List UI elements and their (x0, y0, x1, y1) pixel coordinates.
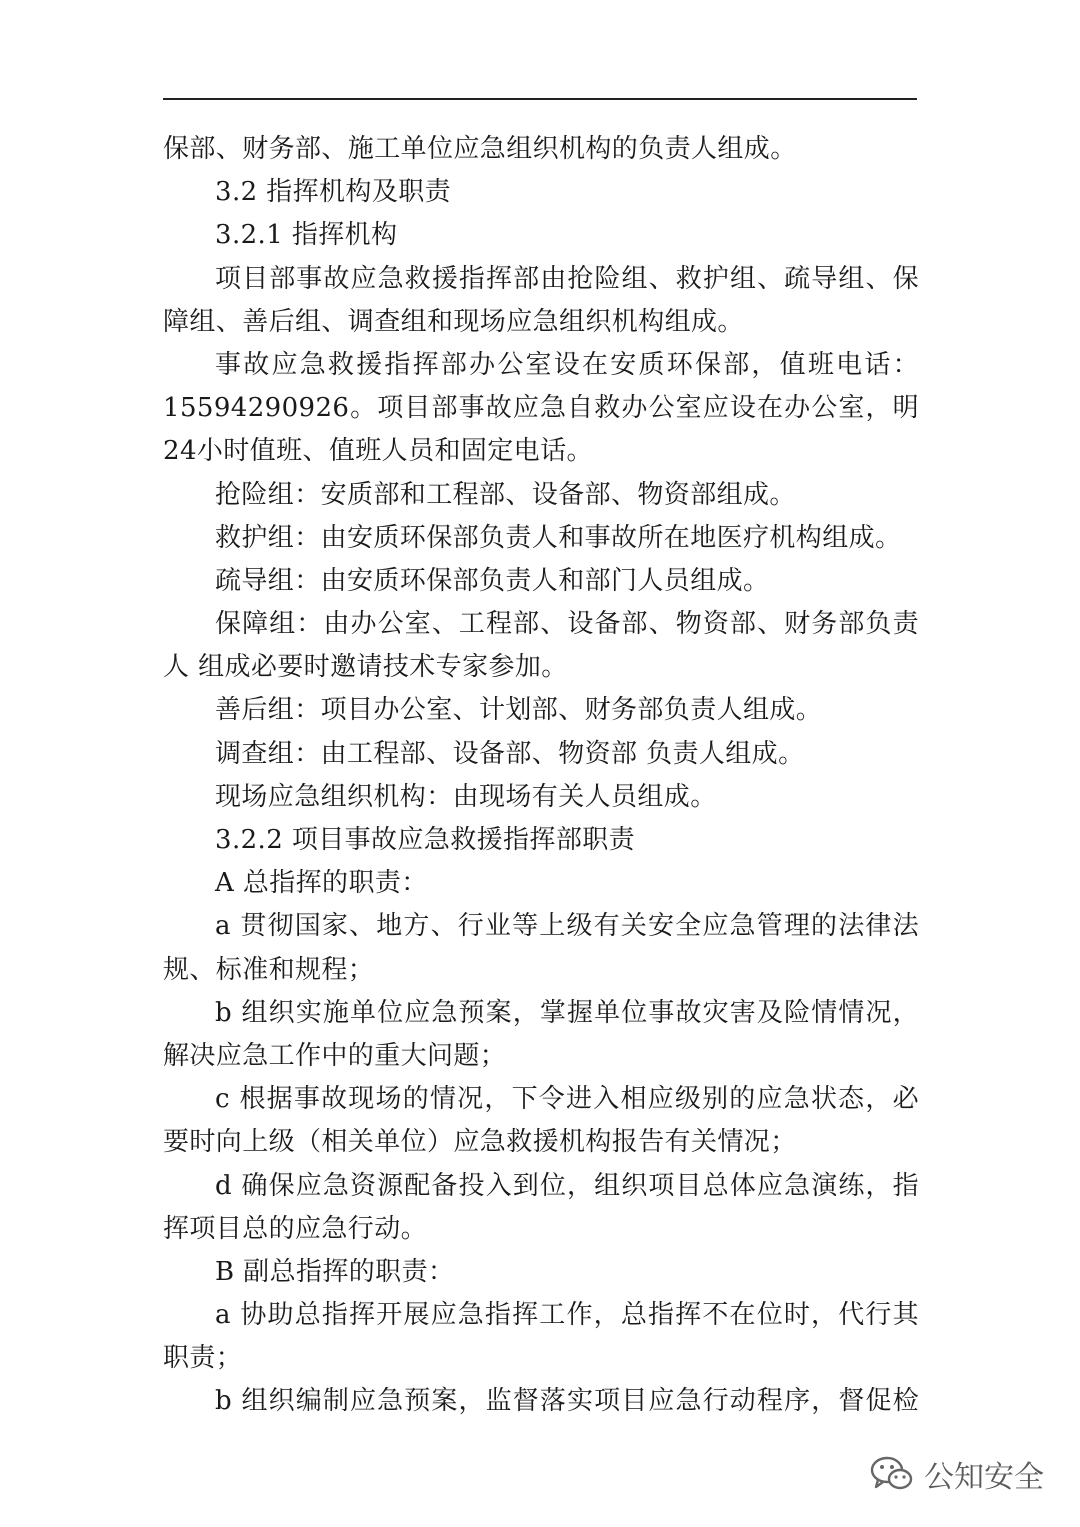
watermark-text: 公知安全 (924, 1460, 1044, 1495)
text-line: 15594290926。项目部事故应急自救办公室应设在办公室，明 (163, 393, 919, 424)
text-line: 3.2.1 指挥机构 (215, 220, 398, 251)
text-line: 疏导组：由安质环保部负责人和部门人员组成。 (215, 565, 770, 596)
text-line: 障组、善后组、调查组和现场应急组织机构组成。 (163, 306, 744, 337)
text-line: 事故应急救援指挥部办公室设在安质环保部，值班电话： (215, 349, 919, 380)
text-line: 挥项目总的应急行动。 (163, 1213, 428, 1244)
text-line: B 副总指挥的职责： (215, 1256, 455, 1287)
text-line: 要时向上级（相关单位）应急救援机构报告有关情况； (163, 1127, 797, 1158)
text-line: 3.2 指挥机构及职责 (215, 177, 452, 208)
text-line: c 根据事故现场的情况，下令进入相应级别的应急状态，必 (215, 1084, 919, 1115)
text-line: 抢险组：安质部和工程部、设备部、物资部组成。 (215, 479, 796, 510)
text-line: 职责； (163, 1343, 243, 1374)
text-line: a 协助总指挥开展应急指挥工作，总指挥不在位时，代行其 (215, 1300, 919, 1331)
text-line: 善后组：项目办公室、计划部、财务部负责人组成。 (215, 695, 823, 726)
text-line: 人 组成必要时邀请技术专家参加。 (163, 652, 568, 683)
text-line: 项目部事故应急救援指挥部由抢险组、救护组、疏导组、保 (215, 263, 919, 294)
text-line: a 贯彻国家、地方、行业等上级有关安全应急管理的法律法 (215, 911, 919, 942)
header-rule (163, 98, 917, 100)
wechat-icon (870, 1456, 914, 1492)
text-line: 保部、财务部、施工单位应急组织机构的负责人组成。 (163, 134, 797, 164)
text-line: A 总指挥的职责： (215, 868, 428, 899)
text-line: 解决应急工作中的重大问题； (163, 1040, 507, 1071)
text-line: 保障组：由办公室、工程部、设备部、物资部、财务部负责 (215, 609, 919, 640)
text-line: 3.2.2 项目事故应急救援指挥部职责 (215, 825, 636, 855)
watermark (870, 1452, 1044, 1496)
text-line: 规、标准和规程； (163, 954, 375, 985)
text-line: 调查组：由工程部、设备部、物资部 负责人组成。 (215, 738, 805, 769)
document-body (163, 128, 919, 1424)
text-line: 现场应急组织机构：由现场有关人员组成。 (215, 781, 717, 812)
text-line: 24小时值班、值班人员和固定电话。 (163, 436, 593, 467)
text-line: b 组织实施单位应急预案，掌握单位事故灾害及险情情况， (215, 997, 919, 1028)
text-line: b 组织编制应急预案，监督落实项目应急行动程序，督促检 (215, 1386, 919, 1417)
text-line: d 确保应急资源配备投入到位，组织项目总体应急演练，指 (215, 1170, 919, 1201)
text-line: 救护组：由安质环保部负责人和事故所在地医疗机构组成。 (215, 522, 902, 553)
